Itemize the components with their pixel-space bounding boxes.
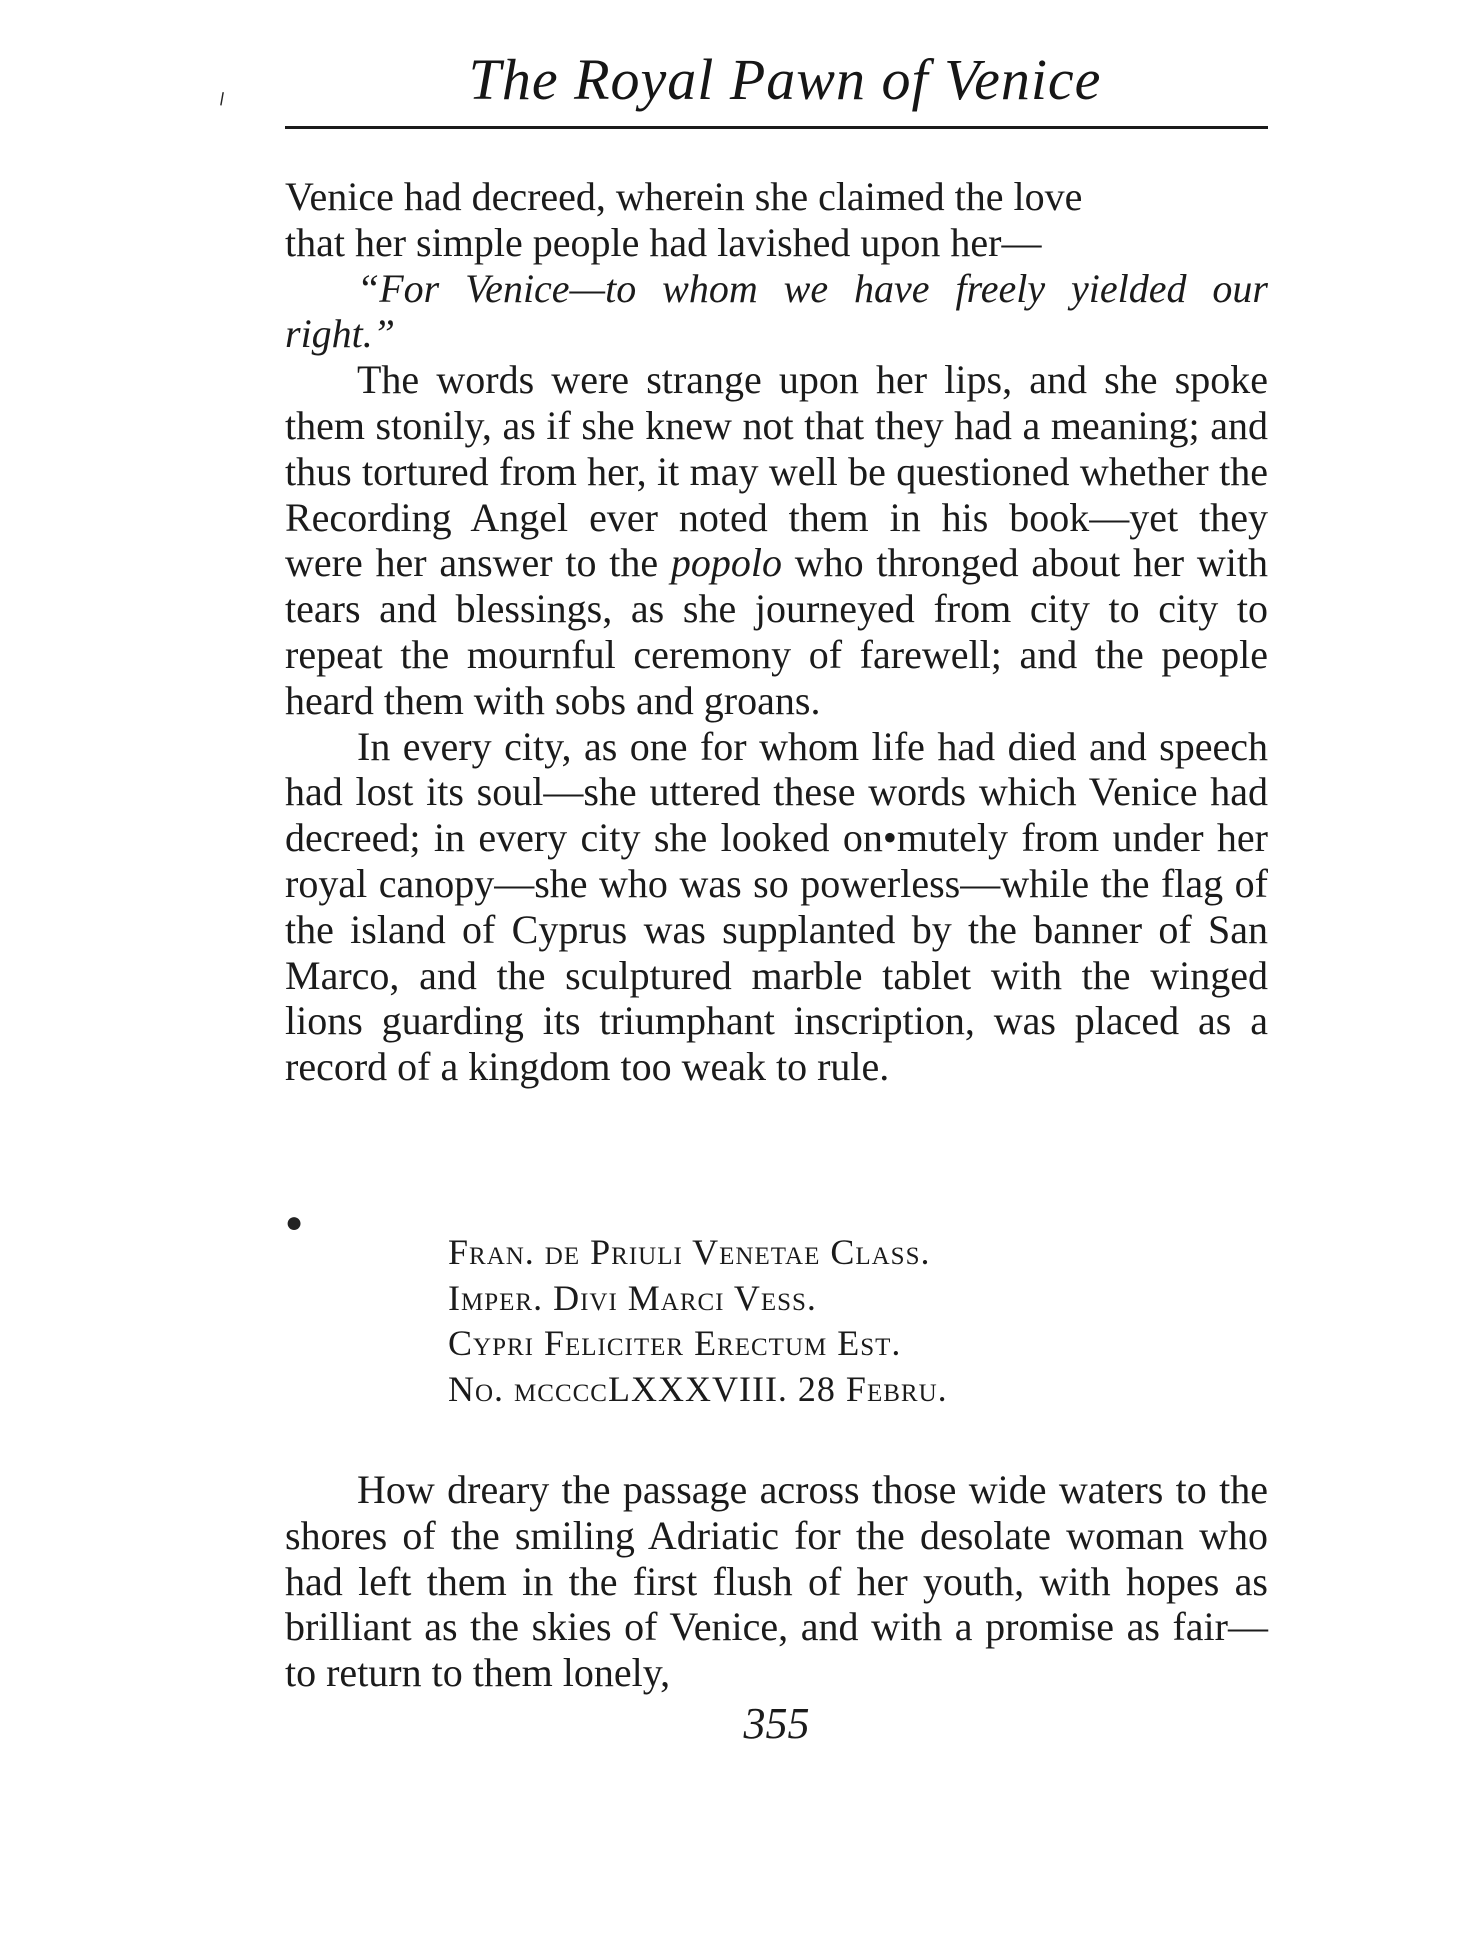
- inscription-line-4: No. mccccLXXXVIII. 28 Febru.: [448, 1368, 948, 1409]
- paragraph-continued-line-1: Venice had decreed, wherein she claimed the love: [285, 174, 1083, 219]
- paragraph-3: In every city, as one for whom life had died and speech had lost its soul—she uttered these words which Venice had decreed; in every city she looked on•mutely from under her royal canopy—she who was so powerless—while the flag of the island of Cyprus was supplanted by the banner of San Marco, and the sculptured marble tablet with the winged lions guarding its triumphant inscription, was placed as a record of a kingdom too weak to rule.: [285, 723, 1268, 1090]
- body-text-upper: [285, 174, 1268, 1090]
- page-number: 355: [743, 1699, 810, 1748]
- italic-popolo: popolo: [670, 540, 783, 586]
- body-text-lower: [285, 1467, 1268, 1696]
- inscription-line-2: Imper. Divi Marci Vess.: [448, 1277, 817, 1318]
- latin-inscription: [448, 1230, 1268, 1412]
- paragraph-2: [285, 357, 1268, 723]
- paragraph-4: How dreary the passage across those wide waters to the shores of the smiling Adriatic for the desolate woman who had left them in the first flush of her youth, with hopes as brilliant as the skies of Venice, and with a promise as fair—to return to them lonely,: [285, 1467, 1268, 1696]
- margin-tick-mark: ⸝: [204, 77, 234, 111]
- paragraph-2-part-b: who thronged about her with tears and blessings, as she journeyed from city to city to repeat the mournful ceremony of farewell; and the people heard them with sobs and groans.: [285, 540, 1268, 723]
- header-rule: [285, 126, 1268, 129]
- paragraph-continued-line-2: that her simple people had lavished upon her—: [285, 219, 1042, 265]
- bullet-mark: ●: [285, 1206, 304, 1239]
- paragraph-2-part-a: The words were strange upon her lips, and she spoke them stonily, as if she knew not that they had a meaning; and thus tortured from her, it may well be questioned whether the Recording Angel ever noted them in his book—yet they were her answer to the: [285, 357, 1268, 586]
- inscription-line-3: Cypri Feliciter Erectum Est.: [448, 1323, 902, 1363]
- quoted-phrase: “For Venice—to whom we have freely yielded our right.”: [285, 265, 1268, 357]
- inscription-line-1: Fran. de Priuli Venetae Class.: [448, 1232, 931, 1272]
- running-title: The Royal Pawn of Venice: [468, 47, 1102, 112]
